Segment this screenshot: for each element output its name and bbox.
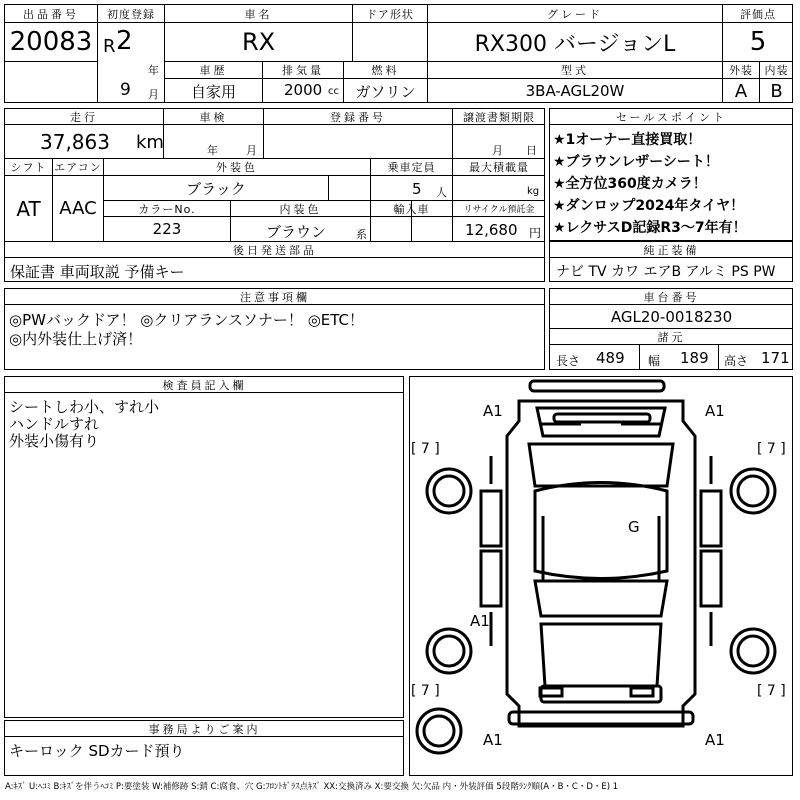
aircon-value: AAC [59,198,97,219]
exterior-color-label: 外装色 [216,161,258,174]
door-type-label: ドア形状 [366,7,414,21]
score-value: 5 [749,27,767,57]
era-letter: R [103,36,116,57]
model-code-value: 3BA-AGL20W [525,82,625,100]
interior-grade-label: 内装 [764,64,789,77]
sales-point: ★レクサスD記録R3〜7年有！ [553,220,747,236]
model-code-label: 型式 [561,64,589,77]
length-label: 長さ [556,354,581,368]
grade-value: RX300 バージョンL [474,31,676,57]
transfer-deadline-label: 譲渡書類期限 [463,110,535,124]
interior-color-value: ブラウン [266,223,327,241]
sales-points-list [549,129,793,239]
registration-month: 9 [120,80,131,100]
mark-roof: G [628,518,640,536]
exterior-grade-value: A [734,80,748,102]
sales-point: ★ダンロップ2024年タイヤ！ [553,198,745,214]
tire-front-right-depth: [ 7 ] [757,441,786,457]
width-value: 189 [680,349,709,367]
equipment-label: 純正装備 [643,243,700,257]
fuel-label: 燃料 [371,64,400,77]
inspection-label: 車検 [199,110,228,124]
interior-color-suffix: 系 [356,228,367,241]
max-load-unit: kg [527,186,540,197]
history-value: 自家用 [190,82,236,101]
recycle-fee-value: 12,680 [465,221,518,239]
tire-rear-left-depth: [ 7 ] [411,683,440,699]
inspector-note: シートしわ小、すれ小 [9,398,160,416]
mark-front-right: A1 [705,402,725,420]
exterior-grade-label: 外装 [729,64,753,77]
mark-rear-right: A1 [705,731,725,749]
fuel-value: ガソリン [355,82,416,101]
capacity-unit: 人 [436,186,447,199]
inspector-note: ハンドルすれ [9,415,100,433]
specs-label: 諸元 [657,330,686,344]
transfer-day-unit: 日 [526,144,537,157]
history-label: 車歴 [199,64,228,77]
exterior-color-value: ブラック [186,179,246,198]
displacement-value: 2000 [284,81,323,99]
recycle-fee-unit: 円 [529,226,542,240]
office-notice-value: キーロック SDカード預り [9,742,185,760]
inspection-year-unit: 年 [207,144,218,157]
door-type-value [353,23,427,61]
interior-color-label: 内装色 [279,202,322,216]
tire-front-left-depth: [ 7 ] [411,441,440,457]
caution-line: ◎内外装仕上げ済！ [9,330,143,348]
registration-year: 2 [116,26,133,56]
color-number-value: 223 [152,220,182,238]
lot-number-label: 出品番号 [23,7,79,21]
import-value [371,217,452,241]
interior-grade-value: B [770,80,783,102]
mark-rear-left: A1 [483,731,503,749]
transfer-month-unit: 月 [492,144,503,157]
registration-month-unit: 月 [148,88,159,101]
caution-line: ◎PWバックドア！ ◎クリアランスソナー！ ◎ETC！ [9,311,365,329]
car-body-diagram [409,376,793,776]
office-notice-label: 事務局よりご案内 [148,722,261,736]
inspector-note: 外装小傷有り [9,432,100,450]
grade-label: グレード [547,7,603,21]
legend-text: A:ｷｽﾞ U:ﾍｺﾐ B:ｷｽﾞを伴うﾍｺﾐ P:要塗装 W:補修跡 S:錆 C:腐食、穴 G:ﾌﾛﾝﾄｶﾞﾗｽ点ｷｽﾞ XX:交換済み X:要交換 欠:欠品 内・外装評価 5段階ﾗﾝｸ順(A・B・C・D・E) 1 [5,782,619,792]
chassis-number-label: 車台番号 [643,290,700,304]
car-name-value: RX [241,28,276,56]
car-name-label: 車名 [244,7,273,21]
mark-left-side: A1 [470,612,490,630]
mileage-value: 37,863 [40,130,110,154]
inspection-month-unit: 月 [246,144,257,157]
score-label: 評価点 [740,7,776,21]
color-number-label: カラーNo. [138,202,196,216]
capacity-label: 乗車定員 [387,161,436,174]
mark-front-left: A1 [483,402,503,420]
plate-number-value [264,125,452,158]
sales-point: ★1オーナー直接買取！ [553,132,702,148]
max-load-label: 最大積載量 [469,161,529,174]
displacement-label: 排気量 [282,64,324,77]
equipment-value: ナビ TV カワ エアB アルミ PS PW [556,264,776,280]
length-value: 489 [596,349,625,367]
import-label: 輸入車 [393,202,430,216]
mileage-unit: km [136,132,164,153]
shift-label: シフト [10,161,47,174]
sales-point: ★ブラウンレザーシート！ [553,154,719,170]
tire-rear-right-depth: [ 7 ] [757,683,786,699]
caution-label: 注意事項欄 [240,290,310,304]
lot-number-value: 20083 [9,27,93,57]
aircon-label: エアコン [54,161,102,174]
mileage-label: 走行 [70,110,98,124]
registration-year-unit: 年 [148,64,159,77]
capacity-value: 5 [412,180,422,198]
sales-points-label: セールスポイント [615,110,727,124]
later-parts-label: 後日発送部品 [233,243,317,257]
displacement-unit: cc [328,86,339,97]
later-parts-value: 保証書 車両取説 予備キー [10,263,185,281]
plate-number-label: 登録番号 [330,110,386,124]
height-value: 171 [761,349,790,367]
recycle-fee-label: リサイクル預託金 [463,205,535,215]
shift-value: AT [16,196,41,221]
sales-point: ★全方位360度カメラ！ [553,176,707,192]
inspector-notes-label: 検査員記入欄 [162,378,247,392]
width-label: 幅 [648,354,661,368]
first-registration-label: 初度登録 [107,7,155,21]
chassis-number-value: AGL20-0018230 [610,307,733,326]
height-label: 高さ [724,354,749,368]
